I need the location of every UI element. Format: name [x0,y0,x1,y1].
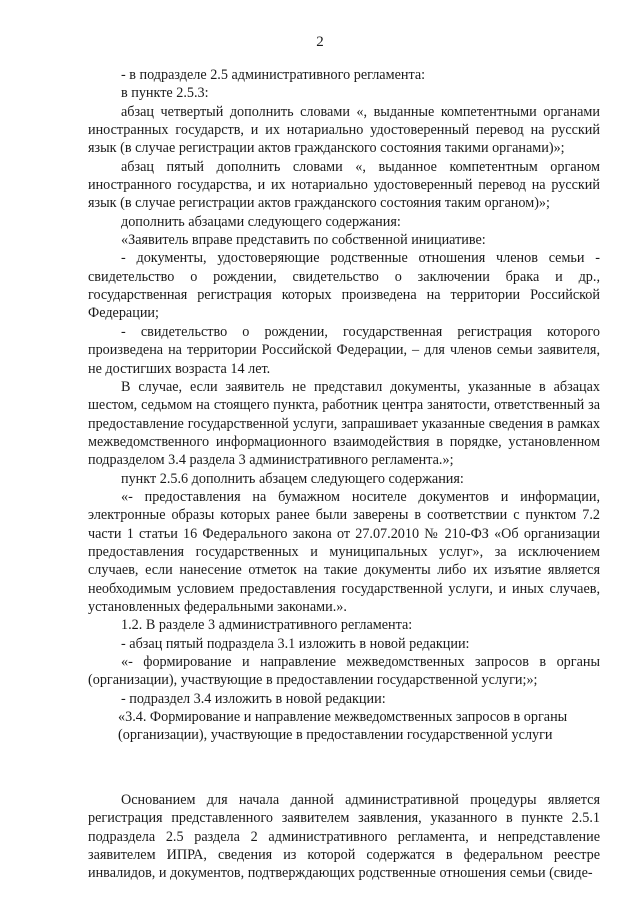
paragraph: в пункте 2.5.3: [121,85,209,102]
paragraph-spacer [88,759,600,777]
paragraph: «- формирование и направление межведомственных запросов в органы (организации), участвующие в предоставлении государственной услуги;»; [88,654,600,689]
paragraph: - документы, удостоверяющие родственные отношения членов семьи - свидетельство о рождении, свидетельство о заключении брака и др., государственная регистрация которых произведена на территории Российской Федерации; [88,250,600,322]
paragraph: «Заявитель вправе представить по собственной инициативе: [121,232,486,249]
paragraph: абзац пятый дополнить словами «, выданное компетентным органом иностранного государства, и их нотариально удостоверенный перевод на русский язык (в случае регистрации актов гражданского состояния таким органом)»; [88,158,600,212]
paragraph: абзац четвертый дополнить словами «, выданные компетентными органами иностранных государств, и их нотариально удостоверенный перевод на русский язык (в случае регистрации актов гражданского состояния такими органами)»; [88,103,600,157]
paragraph: «- предоставления на бумажном носителе документов и информации, электронные образы которых ранее были заверены в соответствии с пунктом 7.2 части 1 статьи 16 Федерального закона от 27.07.2010 № 210-ФЗ «Об организации предоставления государственных и муниципальных услуг», за исключением случаев, если нанесение отметок на такие документы либо их изъятие является необходимым условием предоставления государственной услуги, и иных случаев, установленных федеральными законами.». [88,488,600,615]
paragraph: - абзац пятый подраздела 3.1 изложить в новой редакции: [121,635,470,652]
paragraph: 1.2. В разделе 3 административного регламента: [121,617,413,634]
subsection-heading: «3.4. Формирование и направление межведомственных запросов в органы (организации), участвующие в предоставлении государственной услуги [118,709,568,744]
paragraph: пункт 2.5.6 дополнить абзацем следующего содержания: [121,470,464,487]
paragraph: В случае, если заявитель не представил документы, указанные в абзацах шестом, седьмом на стоящего пункта, работник центра занятости, ответственный за предоставление государственной услуги, запрашивает указанные сведения в рамках межведомственного информационного взаимодействия в порядке, установленном подразделом 3.4 раздела 3 административного регламента.»; [88,378,600,469]
paragraph: - свидетельство о рождении, государственная регистрация которого произведена на территории Российской Федерации, – для членов семьи заявителя, не достигших возраста 14 лет. [88,323,600,377]
paragraph: дополнить абзацами следующего содержания: [121,213,401,230]
paragraph: - подраздел 3.4 изложить в новой редакции: [121,690,386,707]
document-body [88,66,600,883]
page-number: 2 [316,34,324,50]
paragraph: Основанием для начала данной административной процедуры является регистрация представленного заявителем заявления, указанного в пункте 2.5.1 подраздела 2.5 раздела 2 административного регламента, и непредставление заявителем ИПРА, сведения из которой содержатся в федеральном реестре инвалидов, и документов, подтверждающих родственные отношения семьи (свиде- [88,792,600,882]
paragraph: - в подразделе 2.5 административного регламента: [121,67,426,83]
